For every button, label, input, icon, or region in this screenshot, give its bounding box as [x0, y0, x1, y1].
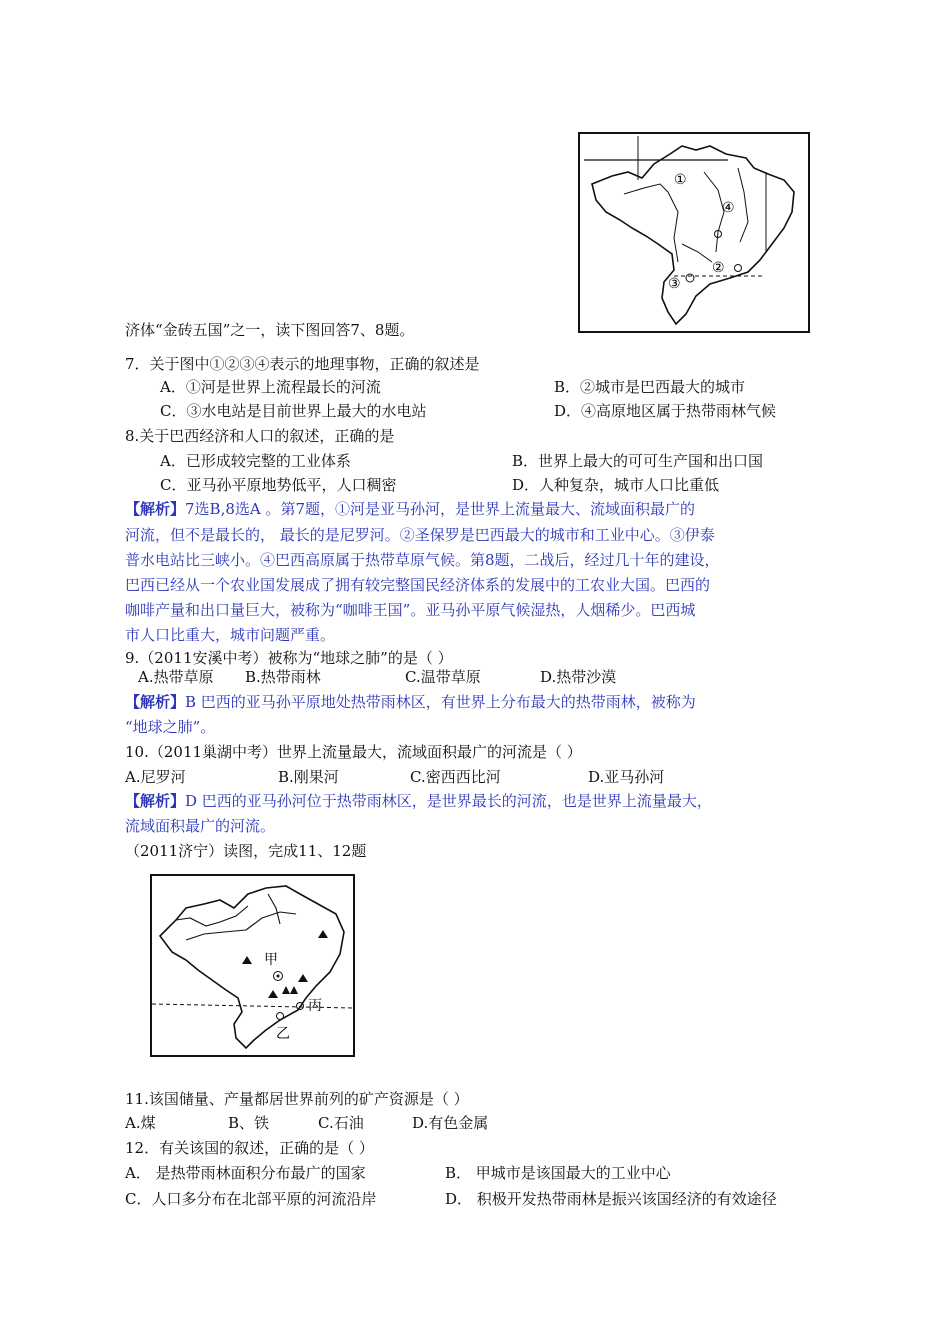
analysis-1-line-3: 普水电站比三峡小。④巴西高原属于热带草原气候。第8题，二战后，经过几十年的建设，	[125, 551, 720, 569]
q9-stem: 9.（2011安溪中考）被称为“地球之肺”的是（ ）	[125, 649, 453, 667]
q10-option-a: A.尼罗河	[125, 768, 186, 786]
analysis-3-line-1: 【解析】D 巴西的亚马孙河位于热带雨林区，是世界最长的河流，也是世界上流量最大，	[125, 792, 712, 810]
q12-option-c: C．人口多分布在北部平原的河流沿岸	[125, 1190, 377, 1208]
map2-label-bing: 丙	[308, 998, 322, 1014]
q12-option-a: A． 是热带雨林面积分布最广的国家	[125, 1164, 366, 1182]
analysis-3-tag: 【解析】	[125, 792, 186, 810]
map1-marker-4: ④	[722, 200, 735, 216]
q10-stem: 10.（2011巢湖中考）世界上流量最大，流域面积最广的河流是（ ）	[125, 743, 582, 761]
q9-option-a: A.热带草原	[138, 668, 214, 686]
analysis-1-line-4: 巴西已经从一个农业国发展成了拥有较完整国民经济体系的发展中的工农业大国。巴西的	[125, 576, 711, 594]
brazil-map-1	[578, 132, 810, 333]
map1-marker-3: ③	[668, 276, 681, 292]
analysis-1-tag: 【解析】	[125, 500, 186, 518]
analysis-1-line-6: 市人口比重大，城市问题严重。	[125, 626, 336, 644]
q9-option-b: B.热带雨林	[245, 668, 321, 686]
map2-label-yi: 乙	[276, 1026, 290, 1042]
q8-option-c: C．亚马孙平原地势低平，人口稠密	[160, 476, 397, 494]
q7-option-c: C．③水电站是目前世界上最大的水电站	[160, 402, 427, 420]
q11-option-d: D.有色金属	[412, 1114, 489, 1132]
q8-option-a: A．已形成较完整的工业体系	[160, 452, 351, 470]
q8-option-d: D．人种复杂，城市人口比重低	[512, 476, 720, 494]
analysis-3-line-2: 流域面积最广的河流。	[125, 817, 276, 835]
q8-stem: 8.关于巴西经济和人口的叙述，正确的是	[125, 427, 395, 445]
map1-marker-1: ①	[674, 172, 687, 188]
q12-stem: 12．有关该国的叙述，正确的是（ ）	[125, 1139, 374, 1157]
q10-option-c: C.密西西比河	[410, 768, 501, 786]
q8-option-b: B．世界上最大的可可生产国和出口国	[512, 452, 764, 470]
map2-label-jia: 甲	[264, 952, 278, 968]
q11-option-a: A.煤	[125, 1114, 156, 1132]
analysis-2-line-1: 【解析】B 巴西的亚马孙平原地处热带雨林区，有世界上分布最大的热带雨林，被称为	[125, 693, 696, 711]
analysis-2-tag: 【解析】	[125, 693, 186, 711]
q7-option-d: D．④高原地区属于热带雨林气候	[554, 402, 777, 420]
analysis-1-line-5: 咖啡产量和出口量巨大，被称为“咖啡王国”。亚马孙平原气候湿热，人烟稀少。巴西城	[125, 601, 696, 619]
q12-option-b: B． 甲城市是该国最大的工业中心	[445, 1164, 671, 1182]
q7-option-a: A．①河是世界上流程最长的河流	[160, 378, 381, 396]
map1-marker-2: ②	[712, 260, 725, 276]
brazil-map-2	[150, 874, 355, 1057]
q9-option-d: D.热带沙漠	[540, 668, 617, 686]
q9-option-c: C.温带草原	[405, 668, 481, 686]
analysis-2-line-2: “地球之肺”。	[125, 718, 216, 736]
q11-stem: 11.该国储量、产量都居世界前列的矿产资源是（ ）	[125, 1090, 469, 1108]
q10-option-b: B.刚果河	[278, 768, 339, 786]
q7-option-b: B．②城市是巴西最大的城市	[554, 378, 746, 396]
q11-12-intro: （2011济宁）读图，完成11、12题	[125, 842, 367, 860]
analysis-1-line-1: 【解析】7选B,8选A 。第7题，①河是亚马孙河，是世界上流量最大、流域面积最广的	[125, 500, 696, 518]
intro-text: 济体“金砖五国”之一，读下图回答7、8题。	[125, 321, 415, 339]
q10-option-d: D.亚马孙河	[588, 768, 665, 786]
analysis-1-line-2: 河流，但不是最长的， 最长的是尼罗河。②圣保罗是巴西最大的城市和工业中心。③伊泰	[125, 526, 715, 544]
q11-option-c: C.石油	[318, 1114, 364, 1132]
q12-option-d: D． 积极开发热带雨林是振兴该国经济的有效途径	[445, 1190, 777, 1208]
q7-stem: 7．关于图中①②③④表示的地理事物，正确的叙述是	[125, 355, 480, 373]
q11-option-b: B、铁	[228, 1114, 270, 1132]
